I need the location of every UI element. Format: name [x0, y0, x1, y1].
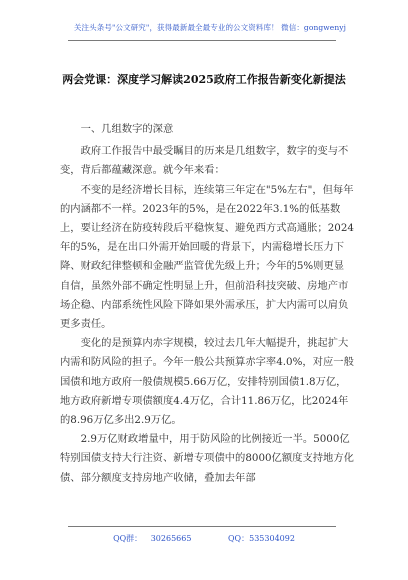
header-divider — [68, 40, 336, 41]
body-paragraph: 不变的是经济增长目标，连续第三年定在"5%左右"，但每年的内涵都不一样。2023年的5%，是在2022年3.1%的低基数上，要让经济在防疫转段后平稳恢复、避免西方式高通胀；2024年的5%，是在出口外需开始回暖的背景下，内需稳增长压力下降、财政纪律整顿和金融严监管优先级上升；今年的5%则更显自信，虽然外部不确定性明显上升，但前沿科技突破、房地产市场企稳、内部系统性风险下降如果外需承压，扩大内需可以肩负更多责任。 — [60, 183, 354, 331]
document-title: 两会党课：深度学习解读2025政府工作报告新变化新提法 — [62, 73, 346, 86]
body-paragraph: 变化的是预算内赤字规模，较过去几年大幅提升，挑起扩大内需和防风险的担子。今年一般公共预算赤字率4.0%，对应一般国债和地方政府一般债规模5.66万亿，安排特别国债1.8万亿，地方政府新增专项债额度4.4万亿，合计11.86万亿，比2024年的8.96万亿多出2.9万亿。 — [60, 337, 354, 427]
footer-divider — [68, 526, 336, 527]
qq-group-text: QQ群： 30265665 — [113, 534, 192, 543]
body-paragraph: 政府工作报告中最受瞩目的历来是几组数字，数字的变与不变，背后都蕴藏深意。就今年来看： — [60, 145, 349, 177]
section-heading: 一、几组数字的深意 — [80, 123, 174, 135]
qq-text: QQ：535304092 — [228, 534, 295, 543]
footer-contacts — [0, 533, 408, 544]
document-body — [60, 120, 354, 488]
header-notice: 关注头条号"公文研究"，获得最新最全最专业的公文资料库！ 微信：gongwenyj — [73, 23, 347, 32]
body-paragraph: 2.9万亿财政增量中，用于防风险的比例接近一半。5000亿特别国债支持大行注资、新增专项债中的8000亿额度支持地方化债、部分额度支持房地产收储，叠加去年部 — [60, 433, 354, 484]
